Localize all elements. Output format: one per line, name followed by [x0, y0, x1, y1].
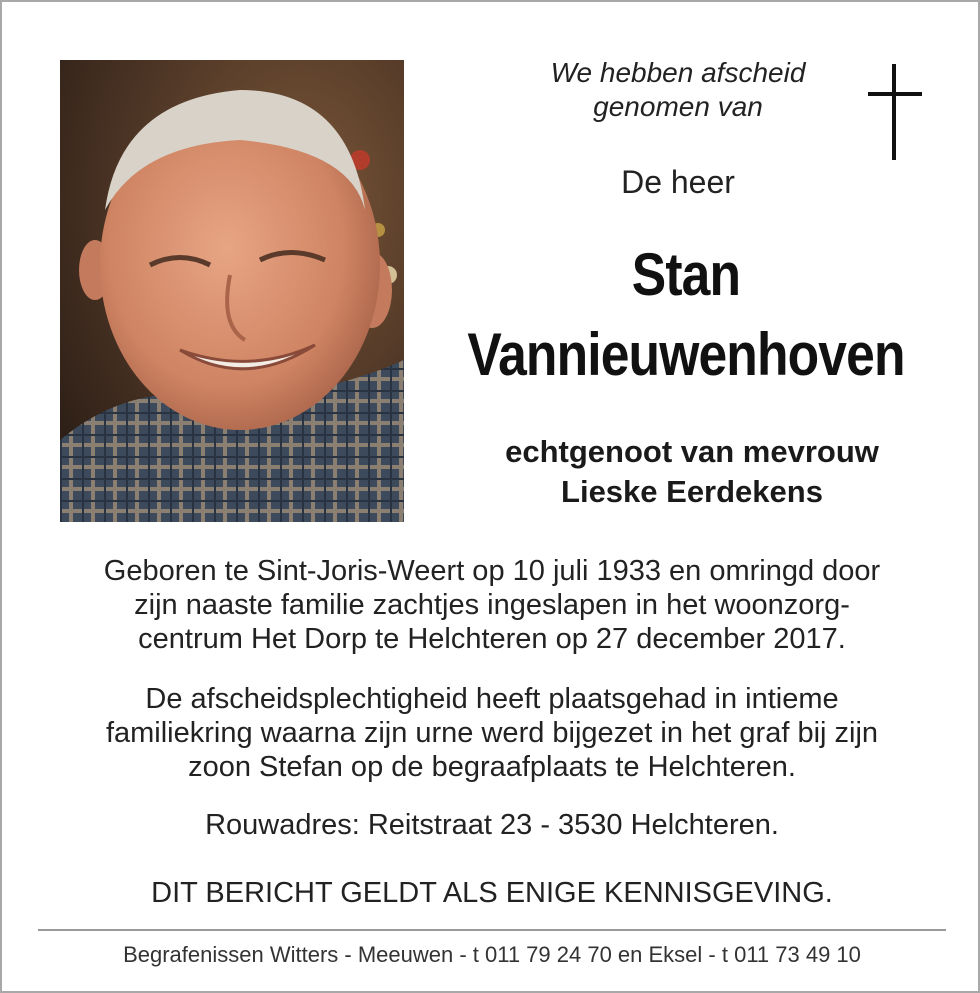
birth-death-paragraph	[42, 554, 942, 656]
spouse-line-1: echtgenoot van mevrouw	[505, 434, 879, 469]
official-announcement: DIT BERICHT GELDT ALS ENIGE KENNISGEVING.	[151, 877, 833, 909]
paragraph-line: centrum Het Dorp te Helchteren op 27 december 2017.	[138, 623, 846, 655]
footer-divider	[38, 929, 946, 931]
intro-text	[472, 56, 884, 124]
ceremony-paragraph	[42, 682, 942, 784]
paragraph-line: De afscheidsplechtigheid heeft plaatsgehad in intieme	[145, 683, 839, 715]
spouse-name: Lieske Eerdekens	[561, 474, 823, 509]
paragraph-line: familiekring waarna zijn urne werd bijgezet in het graf bij zijn	[105, 717, 879, 749]
funeral-home-footer: Begrafenissen Witters - Meeuwen - t 011 79 24 70 en Eksel - t 011 73 49 10	[123, 942, 861, 967]
mourning-address: Rouwadres: Reitstraat 23 - 3530 Helchteren.	[205, 809, 779, 841]
honorific: De heer	[621, 164, 735, 200]
deceased-last-name: Vannieuwenhoven	[467, 321, 905, 388]
paragraph-line: zijn naaste familie zachtjes ingeslapen in het woonzorg-	[134, 589, 850, 621]
deceased-first-name: Stan	[631, 241, 741, 308]
intro-line-1: We hebben afscheid	[550, 57, 806, 88]
intro-line-2: genomen van	[593, 91, 763, 122]
spouse-info	[412, 432, 972, 512]
paragraph-line: zoon Stefan op de begraafplaats te Helchteren.	[188, 751, 796, 783]
portrait-photo	[60, 60, 404, 522]
paragraph-line: Geboren te Sint-Joris-Weert op 10 juli 1933 en omringd door	[103, 555, 881, 587]
portrait-illustration	[60, 60, 404, 522]
latin-cross-icon	[864, 64, 926, 160]
